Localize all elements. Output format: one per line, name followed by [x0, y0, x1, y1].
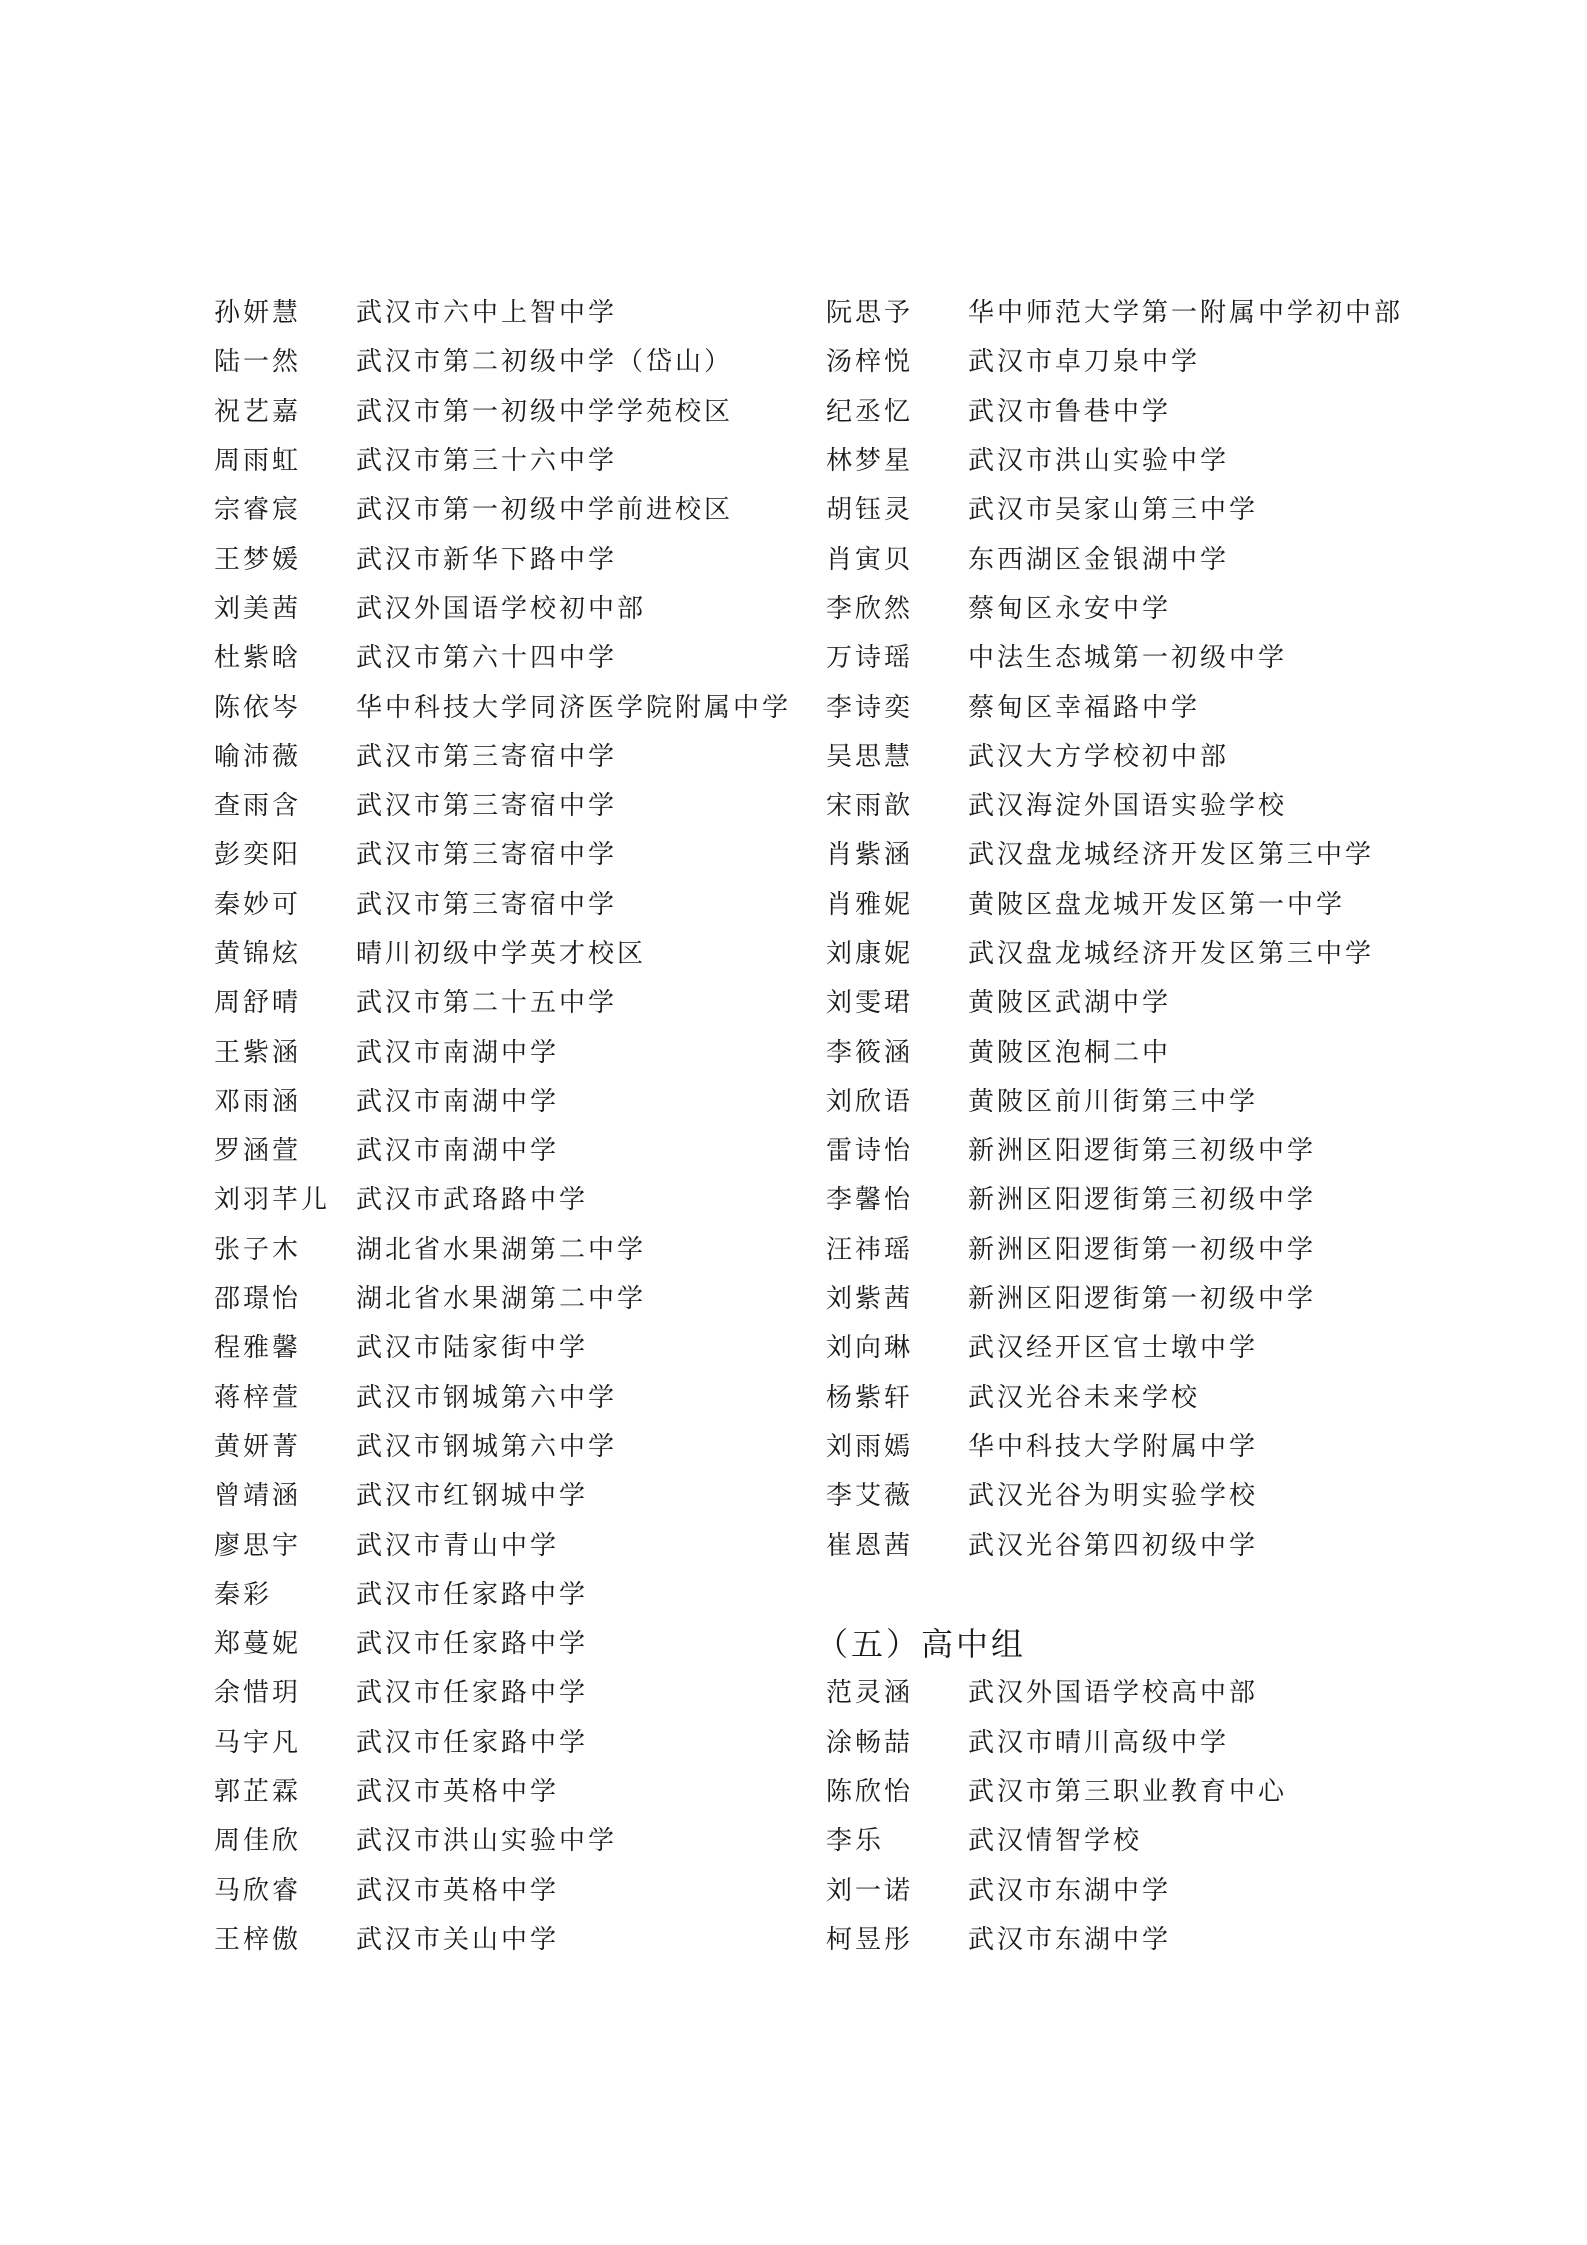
- list-item: [826, 878, 1403, 927]
- person-name: 李欣然: [826, 593, 914, 624]
- list-item: [826, 582, 1403, 631]
- school-name: 武汉盘龙城经济开发区第三中学: [968, 840, 1375, 871]
- list-item: [826, 483, 1403, 532]
- list-item: [826, 1321, 1403, 1370]
- list-item: [826, 680, 1403, 729]
- person-name: 刘一诺: [826, 1875, 914, 1906]
- school-name: 武汉市任家路中学: [356, 1727, 589, 1758]
- school-name: 武汉市关山中学: [356, 1924, 560, 1955]
- list-item: [214, 335, 791, 384]
- person-name: 黄锦炫: [214, 939, 302, 969]
- school-name: 新洲区阳逻街第一初级中学: [968, 1234, 1317, 1265]
- person-name: 邵璟怡: [214, 1284, 302, 1315]
- school-name: 武汉光谷第四初级中学: [968, 1530, 1259, 1561]
- school-name: 武汉光谷未来学校: [968, 1382, 1201, 1413]
- school-name: 武汉市吴家山第三中学: [968, 495, 1259, 526]
- school-name: 武汉海淀外国语实验学校: [968, 791, 1288, 822]
- person-name: 宋雨歆: [826, 791, 914, 822]
- school-name: 武汉大方学校初中部: [968, 741, 1230, 772]
- person-name: 陈欣怡: [826, 1777, 914, 1808]
- school-name: 黄陂区泡桐二中: [968, 1037, 1172, 1068]
- person-name: 秦妙可: [214, 889, 302, 920]
- school-name: 武汉市武珞路中学: [356, 1185, 589, 1216]
- list-item: [214, 1469, 791, 1518]
- person-name: 范灵涵: [826, 1678, 914, 1709]
- school-name: 华中师范大学第一附属中学初中部: [968, 298, 1404, 329]
- list-item: [826, 828, 1403, 877]
- school-name: 晴川初级中学英才校区: [356, 939, 647, 969]
- list-item: [214, 730, 791, 779]
- person-name: 胡钰灵: [826, 495, 914, 526]
- list-item: [826, 1913, 1403, 1962]
- person-name: 杨紫轩: [826, 1382, 914, 1413]
- middle-school-list-continued: [826, 286, 1403, 1568]
- school-name: 武汉市第三职业教育中心: [968, 1777, 1288, 1808]
- list-item: [826, 730, 1403, 779]
- person-name: 王梓傲: [214, 1924, 302, 1955]
- school-name: 武汉市东湖中学: [968, 1875, 1172, 1906]
- person-name: 余惜玥: [214, 1678, 302, 1709]
- school-name: 武汉市洪山实验中学: [968, 446, 1230, 477]
- list-item: [826, 976, 1403, 1025]
- person-name: 周雨虹: [214, 446, 302, 477]
- person-name: 秦彩: [214, 1579, 273, 1610]
- person-name: 陆一然: [214, 347, 302, 378]
- person-name: 王梦媛: [214, 544, 302, 575]
- person-name: 李诗奕: [826, 692, 914, 723]
- list-item: [214, 828, 791, 877]
- list-item: [826, 779, 1403, 828]
- school-name: 武汉市第一初级中学学苑校区: [356, 396, 734, 427]
- school-name: 新洲区阳逻街第一初级中学: [968, 1284, 1317, 1315]
- school-name: 武汉市青山中学: [356, 1530, 560, 1561]
- school-name: 武汉市钢城第六中学: [356, 1431, 618, 1462]
- person-name: 刘康妮: [826, 939, 914, 969]
- person-name: 郑蔓妮: [214, 1629, 302, 1660]
- school-name: 武汉市南湖中学: [356, 1086, 560, 1117]
- list-item: [214, 1568, 791, 1617]
- list-item: [214, 1617, 791, 1666]
- person-name: 邓雨涵: [214, 1086, 302, 1117]
- person-name: 阮思予: [826, 298, 914, 329]
- person-name: 宗睿宸: [214, 495, 302, 526]
- list-item: [826, 1124, 1403, 1173]
- list-item: [826, 1420, 1403, 1469]
- school-name: 武汉市鲁巷中学: [968, 396, 1172, 427]
- list-item: [214, 1124, 791, 1173]
- list-item: [826, 335, 1403, 384]
- person-name: 林梦星: [826, 446, 914, 477]
- list-item: [214, 976, 791, 1025]
- person-name: 马欣睿: [214, 1875, 302, 1906]
- list-item: [826, 927, 1403, 976]
- person-name: 吴思慧: [826, 741, 914, 772]
- person-name: 崔恩茜: [826, 1530, 914, 1561]
- list-item: [826, 532, 1403, 581]
- school-name: 武汉市洪山实验中学: [356, 1826, 618, 1857]
- school-name: 华中科技大学同济医学院附属中学: [356, 692, 792, 723]
- school-name: 武汉光谷为明实验学校: [968, 1481, 1259, 1512]
- school-name: 武汉市六中上智中学: [356, 298, 618, 329]
- list-item: [826, 1666, 1403, 1715]
- list-item: [826, 1075, 1403, 1124]
- school-name: 武汉市第二初级中学（岱山）: [356, 347, 734, 378]
- person-name: 柯昱彤: [826, 1924, 914, 1955]
- school-name: 中法生态城第一初级中学: [968, 643, 1288, 674]
- list-item: [214, 631, 791, 680]
- person-name: 李乐: [826, 1826, 885, 1857]
- school-name: 湖北省水果湖第二中学: [356, 1234, 647, 1265]
- school-name: 武汉市红钢城中学: [356, 1481, 589, 1512]
- list-item: [214, 878, 791, 927]
- person-name: 祝艺嘉: [214, 396, 302, 427]
- person-name: 孙妍慧: [214, 298, 302, 329]
- school-name: 武汉市第三寄宿中学: [356, 889, 618, 920]
- person-name: 刘欣语: [826, 1086, 914, 1117]
- person-name: 雷诗怡: [826, 1136, 914, 1167]
- list-item: [214, 1321, 791, 1370]
- person-name: 蒋梓萱: [214, 1382, 302, 1413]
- person-name: 纪丞忆: [826, 396, 914, 427]
- school-name: 武汉市晴川高级中学: [968, 1727, 1230, 1758]
- list-item: [214, 1814, 791, 1863]
- person-name: 万诗瑶: [826, 643, 914, 674]
- school-name: 武汉市第一初级中学前进校区: [356, 495, 734, 526]
- list-item: [826, 1173, 1403, 1222]
- list-item: [826, 1814, 1403, 1863]
- list-item: [214, 286, 791, 335]
- school-name: 武汉经开区官士墩中学: [968, 1333, 1259, 1364]
- school-name: 武汉市任家路中学: [356, 1678, 589, 1709]
- list-item: [214, 1864, 791, 1913]
- list-item: [826, 1864, 1403, 1913]
- school-name: 武汉市东湖中学: [968, 1924, 1172, 1955]
- school-name: 武汉市南湖中学: [356, 1136, 560, 1167]
- list-item: [214, 1420, 791, 1469]
- high-school-list: [826, 1666, 1403, 1962]
- list-item: [214, 680, 791, 729]
- list-item: [826, 1272, 1403, 1321]
- list-item: [826, 1025, 1403, 1074]
- person-name: 周舒晴: [214, 988, 302, 1019]
- school-name: 武汉市第三寄宿中学: [356, 840, 618, 871]
- school-name: 黄陂区武湖中学: [968, 988, 1172, 1019]
- person-name: 张子木: [214, 1234, 302, 1265]
- person-name: 黄妍菁: [214, 1431, 302, 1462]
- person-name: 刘向琳: [826, 1333, 914, 1364]
- school-name: 武汉外国语学校初中部: [356, 593, 647, 624]
- school-name: 武汉市南湖中学: [356, 1037, 560, 1068]
- school-name: 黄陂区前川街第三中学: [968, 1086, 1259, 1117]
- list-item: [214, 1518, 791, 1567]
- list-item: [214, 1173, 791, 1222]
- person-name: 刘紫茜: [826, 1284, 914, 1315]
- person-name: 查雨含: [214, 791, 302, 822]
- list-item: [826, 1469, 1403, 1518]
- person-name: 曾靖涵: [214, 1481, 302, 1512]
- list-item: [214, 927, 791, 976]
- person-name: 刘美茜: [214, 593, 302, 624]
- person-name: 汪祎瑶: [826, 1234, 914, 1265]
- right-column: [816, 286, 1404, 1962]
- school-name: 武汉市钢城第六中学: [356, 1382, 618, 1413]
- person-name: 郭芷霖: [214, 1777, 302, 1808]
- school-name: 武汉市新华下路中学: [356, 544, 618, 575]
- list-item: [826, 1371, 1403, 1420]
- school-name: 武汉市陆家街中学: [356, 1333, 589, 1364]
- list-item: [214, 582, 791, 631]
- school-name: 蔡甸区永安中学: [968, 593, 1172, 624]
- list-item: [826, 286, 1403, 335]
- list-item: [214, 1025, 791, 1074]
- list-item: [214, 483, 791, 532]
- list-item: [214, 1272, 791, 1321]
- person-name: 喻沛薇: [214, 741, 302, 772]
- list-item: [826, 1716, 1403, 1765]
- person-name: 马宇凡: [214, 1727, 302, 1758]
- person-name: 刘雯珺: [826, 988, 914, 1019]
- left-column: [214, 286, 791, 1962]
- person-name: 汤梓悦: [826, 347, 914, 378]
- person-name: 肖寅贝: [826, 544, 914, 575]
- list-item: [214, 1075, 791, 1124]
- list-item: [826, 1765, 1403, 1814]
- school-name: 武汉外国语学校高中部: [968, 1678, 1259, 1709]
- school-name: 武汉市卓刀泉中学: [968, 347, 1201, 378]
- list-item: [214, 1371, 791, 1420]
- person-name: 李馨怡: [826, 1185, 914, 1216]
- person-name: 李筱涵: [826, 1037, 914, 1068]
- person-name: 罗涵萱: [214, 1136, 302, 1167]
- school-name: 新洲区阳逻街第三初级中学: [968, 1185, 1317, 1216]
- school-name: 武汉市第三寄宿中学: [356, 741, 618, 772]
- person-name: 廖思宇: [214, 1530, 302, 1561]
- person-name: 李艾薇: [826, 1481, 914, 1512]
- list-item: [214, 1765, 791, 1814]
- school-name: 武汉市任家路中学: [356, 1629, 589, 1660]
- school-name: 武汉市第二十五中学: [356, 988, 618, 1019]
- school-name: 湖北省水果湖第二中学: [356, 1284, 647, 1315]
- person-name: 陈依岑: [214, 692, 302, 723]
- school-name: 新洲区阳逻街第三初级中学: [968, 1136, 1317, 1167]
- list-item: [826, 385, 1403, 434]
- list-item: [826, 434, 1403, 483]
- list-item: [214, 1716, 791, 1765]
- school-name: 东西湖区金银湖中学: [968, 544, 1230, 575]
- person-name: 涂畅喆: [826, 1727, 914, 1758]
- person-name: 彭奕阳: [214, 840, 302, 871]
- person-name: 刘雨嫣: [826, 1431, 914, 1462]
- list-item: [214, 385, 791, 434]
- person-name: 肖雅妮: [826, 889, 914, 920]
- list-item: [214, 1913, 791, 1962]
- school-name: 武汉情智学校: [968, 1826, 1143, 1857]
- school-name: 武汉市英格中学: [356, 1875, 560, 1906]
- list-item: [826, 1518, 1403, 1567]
- list-item: [826, 1223, 1403, 1272]
- person-name: 王紫涵: [214, 1037, 302, 1068]
- list-item: [214, 434, 791, 483]
- list-item: [214, 1223, 791, 1272]
- school-name: 武汉市英格中学: [356, 1777, 560, 1808]
- person-name: 杜紫晗: [214, 643, 302, 674]
- list-item: [826, 631, 1403, 680]
- person-name: 周佳欣: [214, 1826, 302, 1857]
- school-name: 武汉市第三十六中学: [356, 446, 618, 477]
- school-name: 蔡甸区幸福路中学: [968, 692, 1201, 723]
- list-item: [214, 1666, 791, 1715]
- school-name: 黄陂区盘龙城开发区第一中学: [968, 889, 1346, 920]
- list-item: [214, 532, 791, 581]
- school-name: 武汉市第三寄宿中学: [356, 791, 618, 822]
- section-title-high-school: （五）高中组: [816, 1624, 1027, 1663]
- school-name: 武汉市第六十四中学: [356, 643, 618, 674]
- school-name: 武汉市任家路中学: [356, 1579, 589, 1610]
- person-name: 程雅馨: [214, 1333, 302, 1364]
- school-name: 武汉盘龙城经济开发区第三中学: [968, 939, 1375, 969]
- person-name: 肖紫涵: [826, 840, 914, 871]
- list-item: [214, 779, 791, 828]
- person-name: 刘羽芊儿: [214, 1185, 331, 1216]
- school-name: 华中科技大学附属中学: [968, 1431, 1259, 1462]
